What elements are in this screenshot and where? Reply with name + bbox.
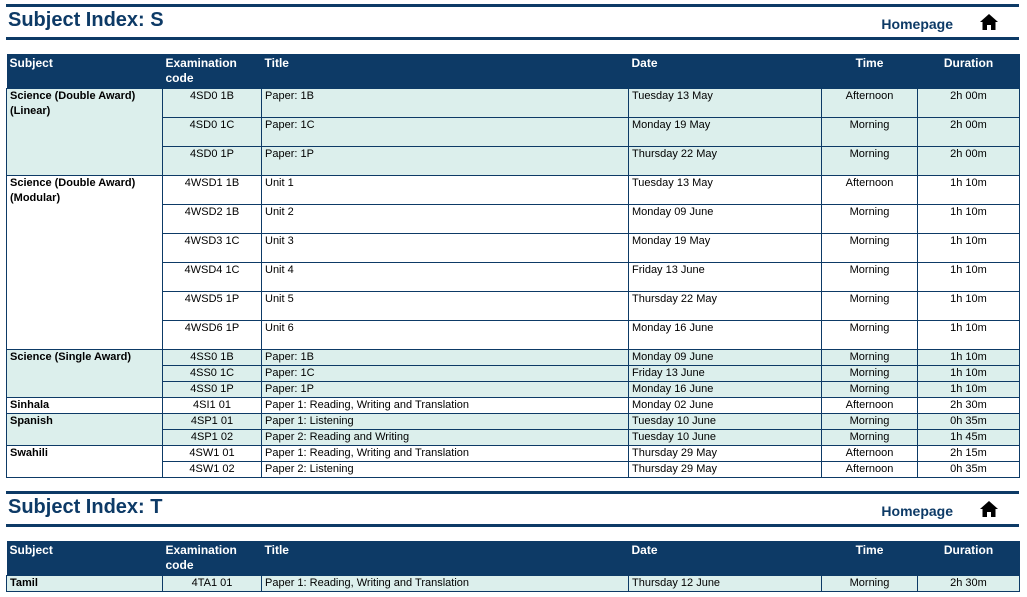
subject-cell: Science (Double Award) (Modular)	[7, 176, 163, 350]
time-cell: Morning	[822, 118, 918, 147]
code-cell: 4WSD4 1C	[163, 263, 262, 292]
exam-table	[6, 54, 1020, 478]
subject-cell: Swahili	[7, 446, 163, 478]
title-cell: Paper: 1B	[262, 89, 629, 118]
code-cell: 4WSD5 1P	[163, 292, 262, 321]
subject-cell: Science (Single Award)	[7, 350, 163, 398]
date-cell: Tuesday 13 May	[629, 176, 822, 205]
time-cell: Morning	[822, 382, 918, 398]
table-row	[7, 414, 1020, 430]
table-row	[7, 350, 1020, 366]
subject-cell: Science (Double Award) (Linear)	[7, 89, 163, 176]
code-cell: 4SW1 01	[163, 446, 262, 462]
title-cell: Unit 5	[262, 292, 629, 321]
time-cell: Afternoon	[822, 89, 918, 118]
title-cell: Paper: 1C	[262, 366, 629, 382]
code-cell: 4SW1 02	[163, 462, 262, 478]
code-cell: 4TA1 01	[163, 576, 262, 592]
section-header	[6, 4, 1019, 40]
date-cell: Thursday 22 May	[629, 292, 822, 321]
date-cell: Monday 09 June	[629, 205, 822, 234]
home-icon[interactable]	[979, 13, 999, 31]
header-subject: Subject	[7, 54, 163, 89]
header-examination-code: Examination code	[163, 54, 262, 89]
subject-cell: Tamil	[7, 576, 163, 592]
time-cell: Morning	[822, 234, 918, 263]
section-title: Subject Index: T	[8, 496, 163, 518]
subject-group	[7, 350, 1020, 398]
header-duration: Duration	[918, 54, 1020, 89]
code-cell: 4SD0 1C	[163, 118, 262, 147]
header-title: Title	[262, 54, 629, 89]
duration-cell: 2h 00m	[918, 147, 1020, 176]
title-cell: Paper: 1B	[262, 350, 629, 366]
header-time: Time	[822, 541, 918, 576]
table-row	[7, 446, 1020, 462]
date-cell: Thursday 22 May	[629, 147, 822, 176]
title-cell: Unit 6	[262, 321, 629, 350]
time-cell: Morning	[822, 414, 918, 430]
time-cell: Morning	[822, 430, 918, 446]
time-cell: Morning	[822, 292, 918, 321]
duration-cell: 1h 10m	[918, 382, 1020, 398]
subject-group	[7, 576, 1020, 592]
code-cell: 4SP1 02	[163, 430, 262, 446]
date-cell: Tuesday 10 June	[629, 414, 822, 430]
duration-cell: 2h 00m	[918, 89, 1020, 118]
date-cell: Monday 19 May	[629, 118, 822, 147]
table-row	[7, 398, 1020, 414]
duration-cell: 1h 10m	[918, 176, 1020, 205]
table-row	[7, 176, 1020, 205]
time-cell: Afternoon	[822, 462, 918, 478]
date-cell: Friday 13 June	[629, 263, 822, 292]
homepage-link[interactable]: Homepage	[881, 16, 953, 32]
code-cell: 4WSD2 1B	[163, 205, 262, 234]
header-duration: Duration	[918, 541, 1020, 576]
title-cell: Unit 1	[262, 176, 629, 205]
date-cell: Tuesday 10 June	[629, 430, 822, 446]
title-cell: Unit 3	[262, 234, 629, 263]
title-cell: Paper 1: Listening	[262, 414, 629, 430]
exam-table	[6, 541, 1020, 592]
time-cell: Morning	[822, 350, 918, 366]
time-cell: Morning	[822, 321, 918, 350]
duration-cell: 0h 35m	[918, 414, 1020, 430]
duration-cell: 2h 15m	[918, 446, 1020, 462]
title-cell: Paper 1: Reading, Writing and Translation	[262, 398, 629, 414]
title-cell: Paper 1: Reading, Writing and Translation	[262, 576, 629, 592]
date-cell: Monday 19 May	[629, 234, 822, 263]
date-cell: Thursday 29 May	[629, 446, 822, 462]
subject-group	[7, 176, 1020, 350]
header-time: Time	[822, 54, 918, 89]
duration-cell: 1h 10m	[918, 263, 1020, 292]
subject-index-s	[6, 4, 1019, 478]
date-cell: Thursday 29 May	[629, 462, 822, 478]
title-cell: Paper 2: Reading and Writing	[262, 430, 629, 446]
header-title: Title	[262, 541, 629, 576]
subject-index-t	[6, 491, 1019, 592]
table-row	[7, 576, 1020, 592]
title-cell: Paper: 1P	[262, 382, 629, 398]
duration-cell: 1h 10m	[918, 205, 1020, 234]
code-cell: 4SP1 01	[163, 414, 262, 430]
duration-cell: 2h 30m	[918, 576, 1020, 592]
duration-cell: 1h 10m	[918, 234, 1020, 263]
duration-cell: 1h 10m	[918, 350, 1020, 366]
time-cell: Afternoon	[822, 446, 918, 462]
duration-cell: 1h 45m	[918, 430, 1020, 446]
time-cell: Morning	[822, 576, 918, 592]
duration-cell: 1h 10m	[918, 366, 1020, 382]
duration-cell: 0h 35m	[918, 462, 1020, 478]
date-cell: Tuesday 13 May	[629, 89, 822, 118]
date-cell: Friday 13 June	[629, 366, 822, 382]
date-cell: Thursday 12 June	[629, 576, 822, 592]
duration-cell: 1h 10m	[918, 292, 1020, 321]
header-examination-code: Examination code	[163, 541, 262, 576]
duration-cell: 2h 00m	[918, 118, 1020, 147]
subject-group	[7, 414, 1020, 446]
time-cell: Morning	[822, 263, 918, 292]
code-cell: 4WSD6 1P	[163, 321, 262, 350]
section-header	[6, 491, 1019, 527]
time-cell: Morning	[822, 205, 918, 234]
table-header-row	[7, 54, 1020, 89]
title-cell: Unit 2	[262, 205, 629, 234]
header-date: Date	[629, 54, 822, 89]
code-cell: 4SS0 1P	[163, 382, 262, 398]
time-cell: Morning	[822, 366, 918, 382]
title-cell: Paper 1: Reading, Writing and Translation	[262, 446, 629, 462]
code-cell: 4WSD1 1B	[163, 176, 262, 205]
subject-group	[7, 89, 1020, 176]
subject-cell: Spanish	[7, 414, 163, 446]
section-title: Subject Index: S	[8, 9, 164, 31]
subject-cell: Sinhala	[7, 398, 163, 414]
code-cell: 4SS0 1B	[163, 350, 262, 366]
code-cell: 4SI1 01	[163, 398, 262, 414]
code-cell: 4SD0 1P	[163, 147, 262, 176]
title-cell: Unit 4	[262, 263, 629, 292]
header-subject: Subject	[7, 541, 163, 576]
date-cell: Monday 02 June	[629, 398, 822, 414]
date-cell: Monday 09 June	[629, 350, 822, 366]
code-cell: 4SS0 1C	[163, 366, 262, 382]
home-icon[interactable]	[979, 500, 999, 518]
title-cell: Paper: 1P	[262, 147, 629, 176]
time-cell: Afternoon	[822, 398, 918, 414]
title-cell: Paper 2: Listening	[262, 462, 629, 478]
time-cell: Afternoon	[822, 176, 918, 205]
subject-group	[7, 398, 1020, 414]
date-cell: Monday 16 June	[629, 321, 822, 350]
subject-group	[7, 446, 1020, 478]
code-cell: 4WSD3 1C	[163, 234, 262, 263]
duration-cell: 1h 10m	[918, 321, 1020, 350]
date-cell: Monday 16 June	[629, 382, 822, 398]
duration-cell: 2h 30m	[918, 398, 1020, 414]
header-date: Date	[629, 541, 822, 576]
code-cell: 4SD0 1B	[163, 89, 262, 118]
homepage-link[interactable]: Homepage	[881, 503, 953, 519]
title-cell: Paper: 1C	[262, 118, 629, 147]
table-header-row	[7, 541, 1020, 576]
table-row	[7, 89, 1020, 118]
time-cell: Morning	[822, 147, 918, 176]
